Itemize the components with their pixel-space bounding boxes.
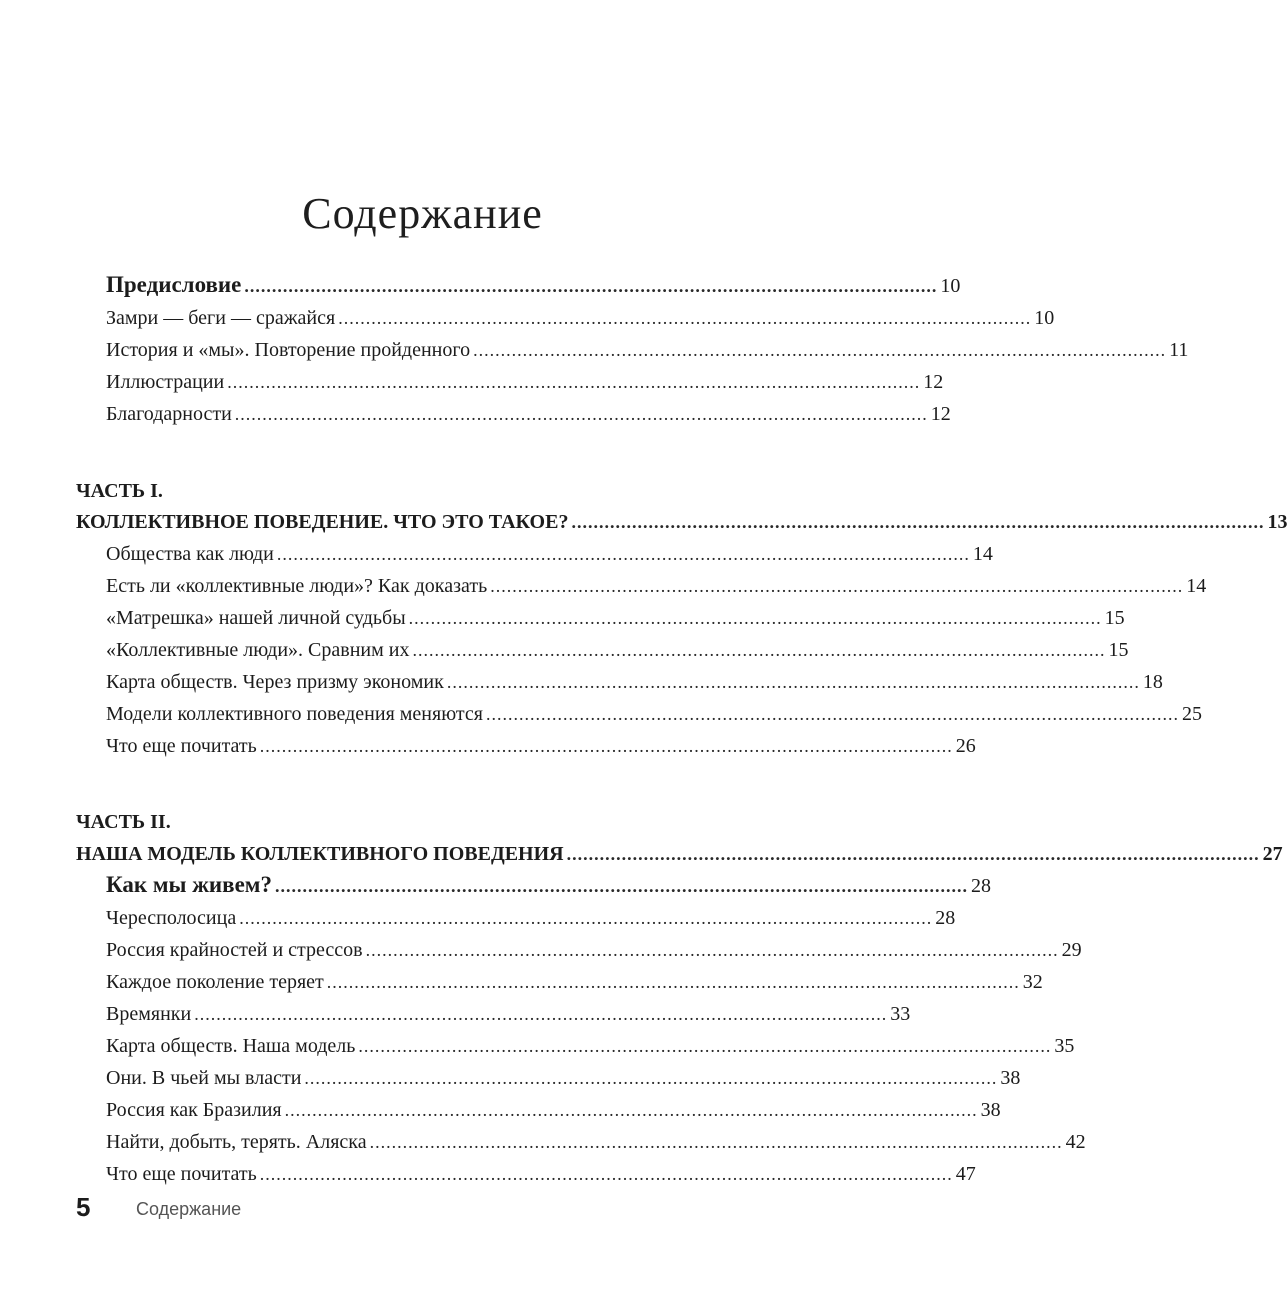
toc-entry [106, 368, 944, 396]
toc-page-number: 47 [955, 1163, 976, 1185]
toc-page-number: 26 [955, 735, 976, 757]
toc-entry [106, 1064, 1021, 1092]
toc-entry-label: Что еще почитать [106, 735, 257, 757]
toc-entry [106, 936, 1082, 964]
toc-entry-label: Времянки [106, 1003, 192, 1025]
dot-leader: .............................................................................................................................. [490, 576, 1184, 596]
toc-entry-label: Есть ли «коллективные люди»? Как доказать [106, 575, 488, 597]
dot-leader: .............................................................................................................................. [326, 972, 1020, 992]
part-1-heading: ЧАСТЬ I. [76, 480, 163, 502]
toc-entry-label: Иллюстрации [106, 371, 225, 393]
toc-entry-label: Они. В чьей мы власти [106, 1067, 302, 1089]
dot-leader: .............................................................................................................................. [276, 544, 970, 564]
toc-entry [106, 700, 1202, 728]
toc-page-number: 11 [1169, 339, 1189, 361]
toc-page-number: 42 [1065, 1131, 1086, 1153]
toc-page-number: 33 [890, 1003, 911, 1025]
dot-leader: .............................................................................................................................. [259, 1164, 953, 1184]
dot-leader: .............................................................................................................................. [239, 908, 933, 928]
toc-page-number: 15 [1104, 607, 1125, 629]
dot-leader: .............................................................................................................................. [446, 672, 1140, 692]
toc-page-number: 14 [1186, 575, 1207, 597]
toc-page-number: 35 [1054, 1035, 1075, 1057]
footer-running-title: Содержание [136, 1199, 242, 1219]
dot-leader: .............................................................................................................................. [412, 640, 1106, 660]
dot-leader: .............................................................................................................................. [571, 512, 1265, 532]
toc-entry [106, 540, 993, 568]
toc-page-number: 12 [923, 371, 944, 393]
toc-entry-label: Модели коллективного поведения меняются [106, 703, 483, 725]
dot-leader: .............................................................................................................................. [284, 1100, 978, 1120]
toc-entry [106, 336, 1189, 364]
toc-entry-label: «Коллективные люди». Сравним их [106, 639, 410, 661]
toc-page-number: 28 [935, 907, 956, 929]
dot-leader: .............................................................................................................................. [473, 340, 1167, 360]
toc-entry-label: Как мы живем? [106, 872, 272, 897]
toc-entry-label: «Матрешка» нашей личной судьбы [106, 607, 406, 629]
dot-leader: .............................................................................................................................. [274, 876, 968, 896]
toc-page-number: 18 [1142, 671, 1163, 693]
dot-leader: .............................................................................................................................. [358, 1036, 1052, 1056]
toc-entry-label: НАША МОДЕЛЬ КОЛЛЕКТИВНОГО ПОВЕДЕНИЯ [76, 843, 564, 865]
toc-entry [106, 904, 956, 932]
part-1-title-entry [76, 508, 1287, 536]
dot-leader: .............................................................................................................................. [244, 276, 938, 296]
toc-page-number: 14 [972, 543, 993, 565]
toc-entry [106, 968, 1043, 996]
dot-leader: .............................................................................................................................. [338, 308, 1032, 328]
toc-entry [106, 1000, 911, 1028]
dot-leader: .............................................................................................................................. [227, 372, 921, 392]
toc-entry [106, 604, 1125, 632]
toc-entry-preface [106, 271, 961, 299]
footer-page-number: 5 [76, 1192, 91, 1222]
toc-entry-label: Благодарности [106, 403, 232, 425]
toc-entry-label: Замри — беги — сражайся [106, 307, 336, 329]
dot-leader: .............................................................................................................................. [194, 1004, 888, 1024]
toc-entry [106, 400, 951, 428]
toc-entry-label: КОЛЛЕКТИВНОЕ ПОВЕДЕНИЕ. ЧТО ЭТО ТАКОЕ? [76, 511, 569, 533]
toc-entry-label: Что еще почитать [106, 1163, 257, 1185]
toc-entry [106, 1160, 976, 1188]
toc-entry [106, 636, 1129, 664]
toc-entry-label: Чересполосица [106, 907, 237, 929]
toc-entry-label: Предисловие [106, 272, 242, 297]
toc-page-number: 28 [970, 875, 991, 897]
toc-page-number: 10 [1034, 307, 1055, 329]
part-2-title-entry [76, 840, 1283, 868]
dot-leader: .............................................................................................................................. [234, 404, 928, 424]
toc-entry-label: История и «мы». Повторение пройденного [106, 339, 471, 361]
toc-page-number: 25 [1181, 703, 1202, 725]
toc-entry-label: Карта обществ. Наша модель [106, 1035, 356, 1057]
dot-leader: .............................................................................................................................. [566, 844, 1260, 864]
toc-page-number: 10 [940, 275, 961, 297]
dot-leader: .............................................................................................................................. [369, 1132, 1063, 1152]
toc-page-number: 32 [1022, 971, 1043, 993]
toc-entry-label: Найти, добыть, терять. Аляска [106, 1131, 367, 1153]
toc-entry [106, 304, 1055, 332]
toc-page-number: 38 [1000, 1067, 1021, 1089]
dot-leader: .............................................................................................................................. [259, 736, 953, 756]
toc-page-number: 15 [1108, 639, 1129, 661]
toc-entry [106, 1128, 1086, 1156]
toc-entry-label: Карта обществ. Через призму экономик [106, 671, 444, 693]
toc-entry [106, 1096, 1001, 1124]
toc-entry [106, 1032, 1075, 1060]
toc-entry [106, 668, 1163, 696]
page-title: Содержание [302, 189, 543, 238]
toc-entry-label: Общества как люди [106, 543, 274, 565]
toc-page-number: 38 [980, 1099, 1001, 1121]
toc-entry [106, 732, 976, 760]
toc-page-number: 13 [1267, 511, 1287, 533]
toc-entry [106, 572, 1207, 600]
part-2-heading: ЧАСТЬ II. [76, 811, 171, 833]
dot-leader: .............................................................................................................................. [485, 704, 1179, 724]
toc-page-number: 27 [1262, 843, 1283, 865]
dot-leader: .............................................................................................................................. [365, 940, 1059, 960]
toc-entry-chapter [106, 871, 991, 899]
toc-entry-label: Россия как Бразилия [106, 1099, 282, 1121]
toc-page-number: 29 [1061, 939, 1082, 961]
dot-leader: .............................................................................................................................. [408, 608, 1102, 628]
toc-entry-label: Каждое поколение теряет [106, 971, 324, 993]
toc-entry-label: Россия крайностей и стрессов [106, 939, 363, 961]
toc-page-number: 12 [930, 403, 951, 425]
dot-leader: .............................................................................................................................. [304, 1068, 998, 1088]
